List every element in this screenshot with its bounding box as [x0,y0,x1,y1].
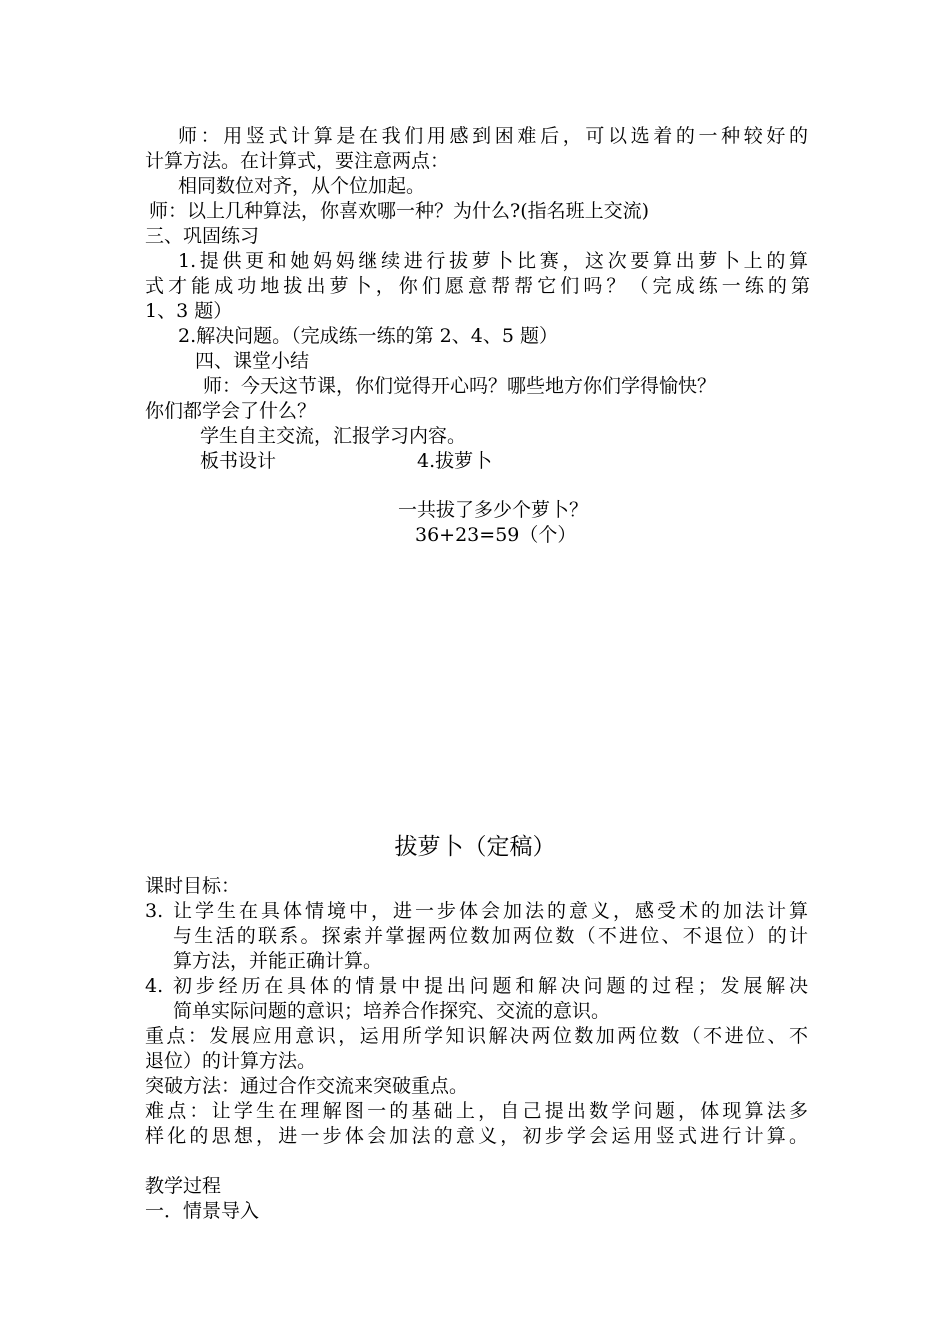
board-equation: 36+23=59（个） [415,524,577,546]
list-number: 3. [145,900,164,922]
section-heading: 三、巩固练习 [145,225,260,247]
board-question: 一共拔了多少个萝卜？ [398,499,589,521]
method-line: 突破方法：通过合作交流来突破重点。 [145,1075,469,1097]
board-label: 板书设计 [200,450,277,472]
paragraph-line: 相同数位对齐，从个位加起。 [178,175,426,197]
list-item: 初步经历在具体的情景中提出问题和解决问题的过程；发展解决 [173,975,808,997]
section-heading: 四、课堂小结 [195,350,310,372]
difficulty-point: 难点：让学生在理解图一的基础上，自己提出数学问题，体现算法多 [145,1100,808,1122]
list-item: 式才能成功地拔出萝卜，你们愿意帮帮它们吗？（完成练一练的第 [145,275,810,297]
list-item: 2.解决问题。（完成练一练的第 2、4、5 题） [178,325,558,347]
section-heading: 教学过程 [145,1175,222,1197]
section-heading: 一．情景导入 [145,1200,260,1222]
board-title: 4.拔萝卜 [417,450,493,472]
paragraph-line: 师：今天这节课，你们觉得开心吗？哪些地方你们学得愉快？ [203,375,717,397]
paragraph-line: 你们都学会了什么？ [145,400,317,422]
list-item: 让学生在具体情境中，进一步体会加法的意义，感受术的加法计算 [173,900,808,922]
key-point: 重点：发展应用意识，运用所学知识解决两位数加两位数（不进位、不 [145,1025,808,1047]
list-item: 与生活的联系。探索并掌握两位数加两位数（不进位、不退位）的计 [173,925,808,947]
goals-label: 课时目标： [145,875,241,897]
paragraph-line: 计算方法。在计算式，要注意两点： [145,150,450,172]
list-item: 1.提供更和她妈妈继续进行拔萝卜比赛，这次要算出萝卜上的算 [178,250,808,272]
document-title: 拔萝卜（定稿） [394,834,556,860]
list-item: 1、3 题） [145,300,233,322]
list-item: 简单实际问题的意识；培养合作探究、交流的意识。 [173,1000,611,1022]
difficulty-point: 样化的思想，进一步体会加法的意义，初步学会运用竖式进行计算。 [145,1125,808,1147]
list-number: 4. [145,975,164,997]
paragraph-line: 师：以上几种算法，你喜欢哪一种？为什么?(指名班上交流) [149,200,650,222]
paragraph-line: 学生自主交流，汇报学习内容。 [200,425,467,447]
paragraph-line: 师：用竖式计算是在我们用感到困难后，可以选着的一种较好的 [178,125,808,147]
key-point: 退位）的计算方法。 [145,1050,317,1072]
list-item: 算方法，并能正确计算。 [173,950,383,972]
